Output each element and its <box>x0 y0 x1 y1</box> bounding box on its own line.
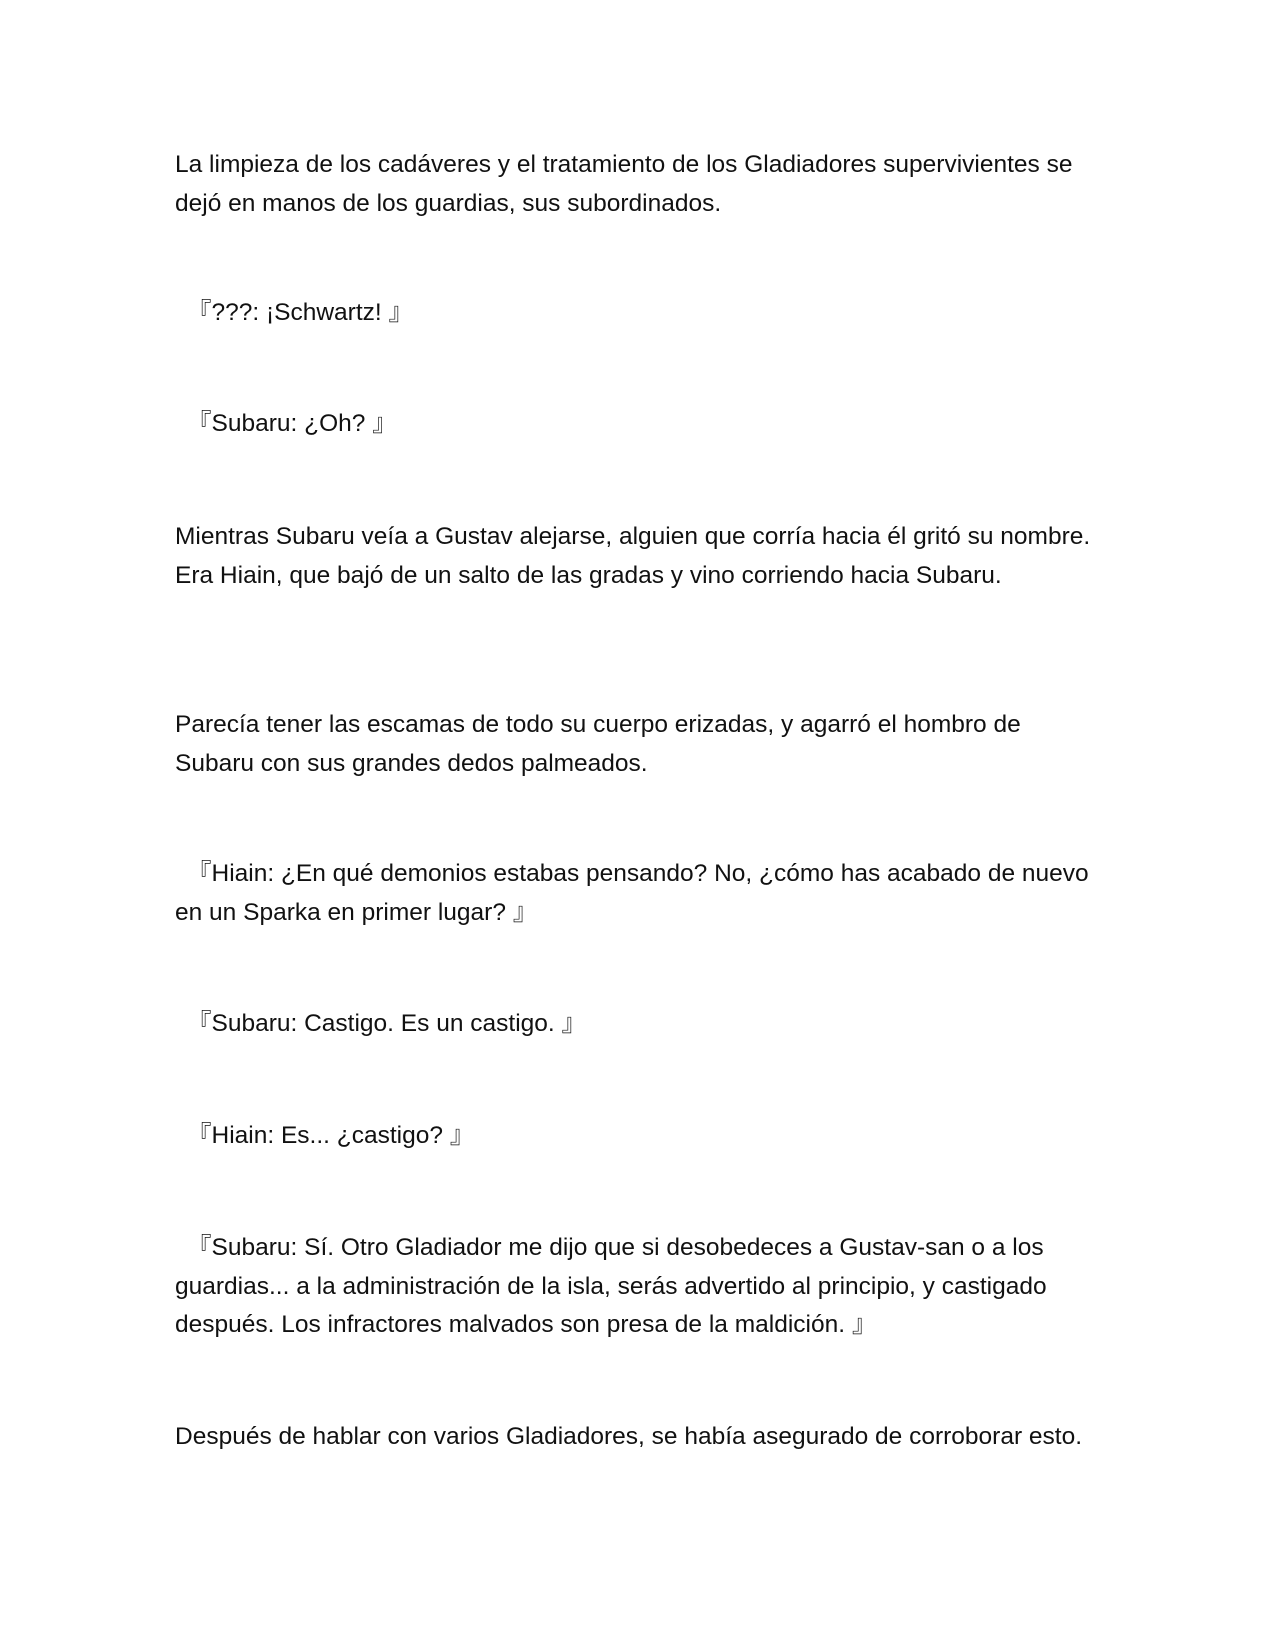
dialogue-line: 『Hiain: ¿En qué demonios estabas pensando? No, ¿cómo has acabado de nuevo en un Sparka en primer lugar? 』 <box>175 860 1089 926</box>
dialogue-line: 『Hiain: Es... ¿castigo? 』 <box>187 1122 475 1149</box>
narration-paragraph: La limpieza de los cadáveres y el tratamiento de los Gladiadores supervivientes se dejó en manos de los guardias, sus subordinados. <box>175 151 1073 217</box>
narration-paragraph: Mientras Subaru veía a Gustav alejarse, alguien que corría hacia él gritó su nombre. Era Hiain, que bajó de un salto de las gradas y vino corriendo hacia Subaru. <box>175 523 1091 589</box>
dialogue-line: 『???: ¡Schwartz! 』 <box>187 299 414 326</box>
dialogue-line: 『Subaru: Castigo. Es un castigo. 』 <box>187 1010 586 1037</box>
narration-paragraph: Parecía tener las escamas de todo su cuerpo erizadas, y agarró el hombro de Subaru con sus grandes dedos palmeados. <box>175 711 1021 777</box>
dialogue-line: 『Subaru: ¿Oh? 』 <box>187 410 397 437</box>
dialogue-line: 『Subaru: Sí. Otro Gladiador me dijo que si desobedeces a Gustav-san o a los guardias... a la administración de la isla, serás advertido al principio, y castigado después. Los infractores malvados son presa de la maldición. 』 <box>175 1234 1047 1338</box>
narration-paragraph: Después de hablar con varios Gladiadores, se había asegurado de corroborar esto. <box>175 1423 1083 1450</box>
